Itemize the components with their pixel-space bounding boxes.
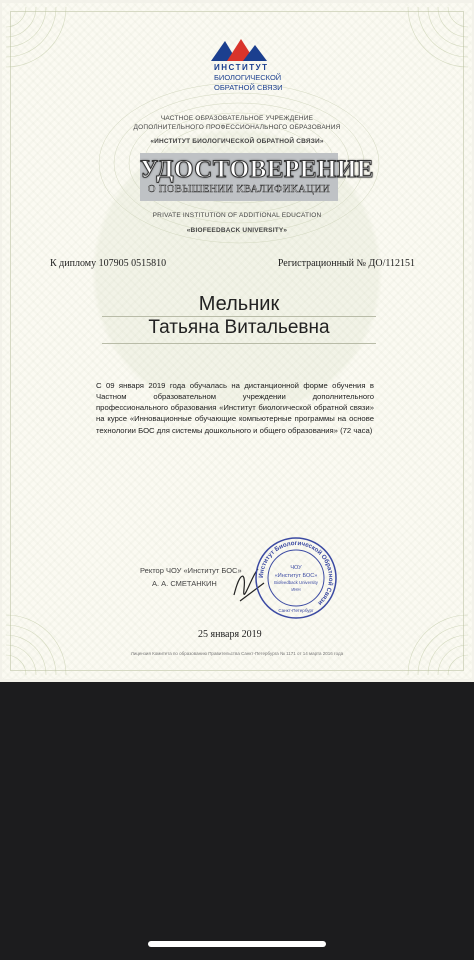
institute-logo-icon [207, 35, 271, 63]
logo-line-3: ОБРАТНОЙ СВЯЗИ [214, 83, 283, 92]
course-description: С 09 января 2019 года обучалась на дистанционной форме обучения в Частном образовательном учреждении дополнительного профессионального образования «Институт биологической обратной связи» на курсе «Инновационные обучающие компьютерные программы на основе технологии БОС для системы дошкольного и общего образования» (72 часа) [96, 381, 374, 435]
recipient-given-names: Татьяна Витальевна [148, 317, 330, 338]
certificate-title: УДОСТОВЕРЕНИЕ [140, 156, 374, 183]
header-en-line-2: «BIOFEEDBACK UNIVERSITY» [186, 227, 288, 234]
logo-line-1: ИНСТИТУТ [214, 63, 269, 72]
institute-stamp [254, 536, 338, 620]
header-en-line-1: PRIVATE INSTITUTION OF ADDITIONAL EDUCATION [152, 212, 322, 219]
header-ru-line-2: ДОПОЛНИТЕЛЬНОГО ПРОФЕССИОНАЛЬНОГО ОБРАЗОВАНИЯ [133, 124, 341, 131]
corner-ornament [6, 7, 76, 77]
corner-ornament [6, 605, 76, 675]
logo-line-2: БИОЛОГИЧЕСКОЙ [214, 73, 282, 82]
stamp-bottom: Санкт-Петербург [278, 608, 314, 613]
stamp-center-4: ИНН [291, 587, 301, 592]
issue-date: 25 января 2019 [198, 629, 262, 640]
stamp-center-3: Biofeedback University [274, 580, 318, 585]
corner-ornament [398, 605, 468, 675]
diploma-number: К диплому 107905 0515810 [50, 258, 167, 269]
header-ru-line-3: «ИНСТИТУТ БИОЛОГИЧЕСКОЙ ОБРАТНОЙ СВЯЗИ» [150, 138, 324, 145]
header-ru-line-1: ЧАСТНОЕ ОБРАЗОВАТЕЛЬНОЕ УЧРЕЖДЕНИЕ [160, 115, 314, 122]
stamp-center-1: ЧОУ [290, 565, 302, 571]
home-indicator[interactable] [148, 941, 326, 947]
certificate-sheet [2, 3, 472, 679]
corner-ornament [398, 7, 468, 77]
certificate-subtitle: О ПОВЫШЕНИИ КВАЛИФИКАЦИИ [147, 184, 331, 195]
registration-number: Регистрационный № ДО/112151 [277, 258, 415, 269]
rector-name: А. А. СМЕТАНКИН [152, 579, 217, 588]
rector-label: Ректор ЧОУ «Институт БОС» [140, 566, 242, 575]
recipient-surname: Мельник [198, 293, 280, 315]
license-footer: Лицензия Комитета по образованию Правительства Санкт-Петербурга № 1171 от 14 марта 2016 года [130, 651, 344, 656]
stamp-ring-text: Институт Биологической Обратной Связи [257, 539, 335, 607]
stamp-center-2: «Институт БОС» [274, 573, 318, 579]
